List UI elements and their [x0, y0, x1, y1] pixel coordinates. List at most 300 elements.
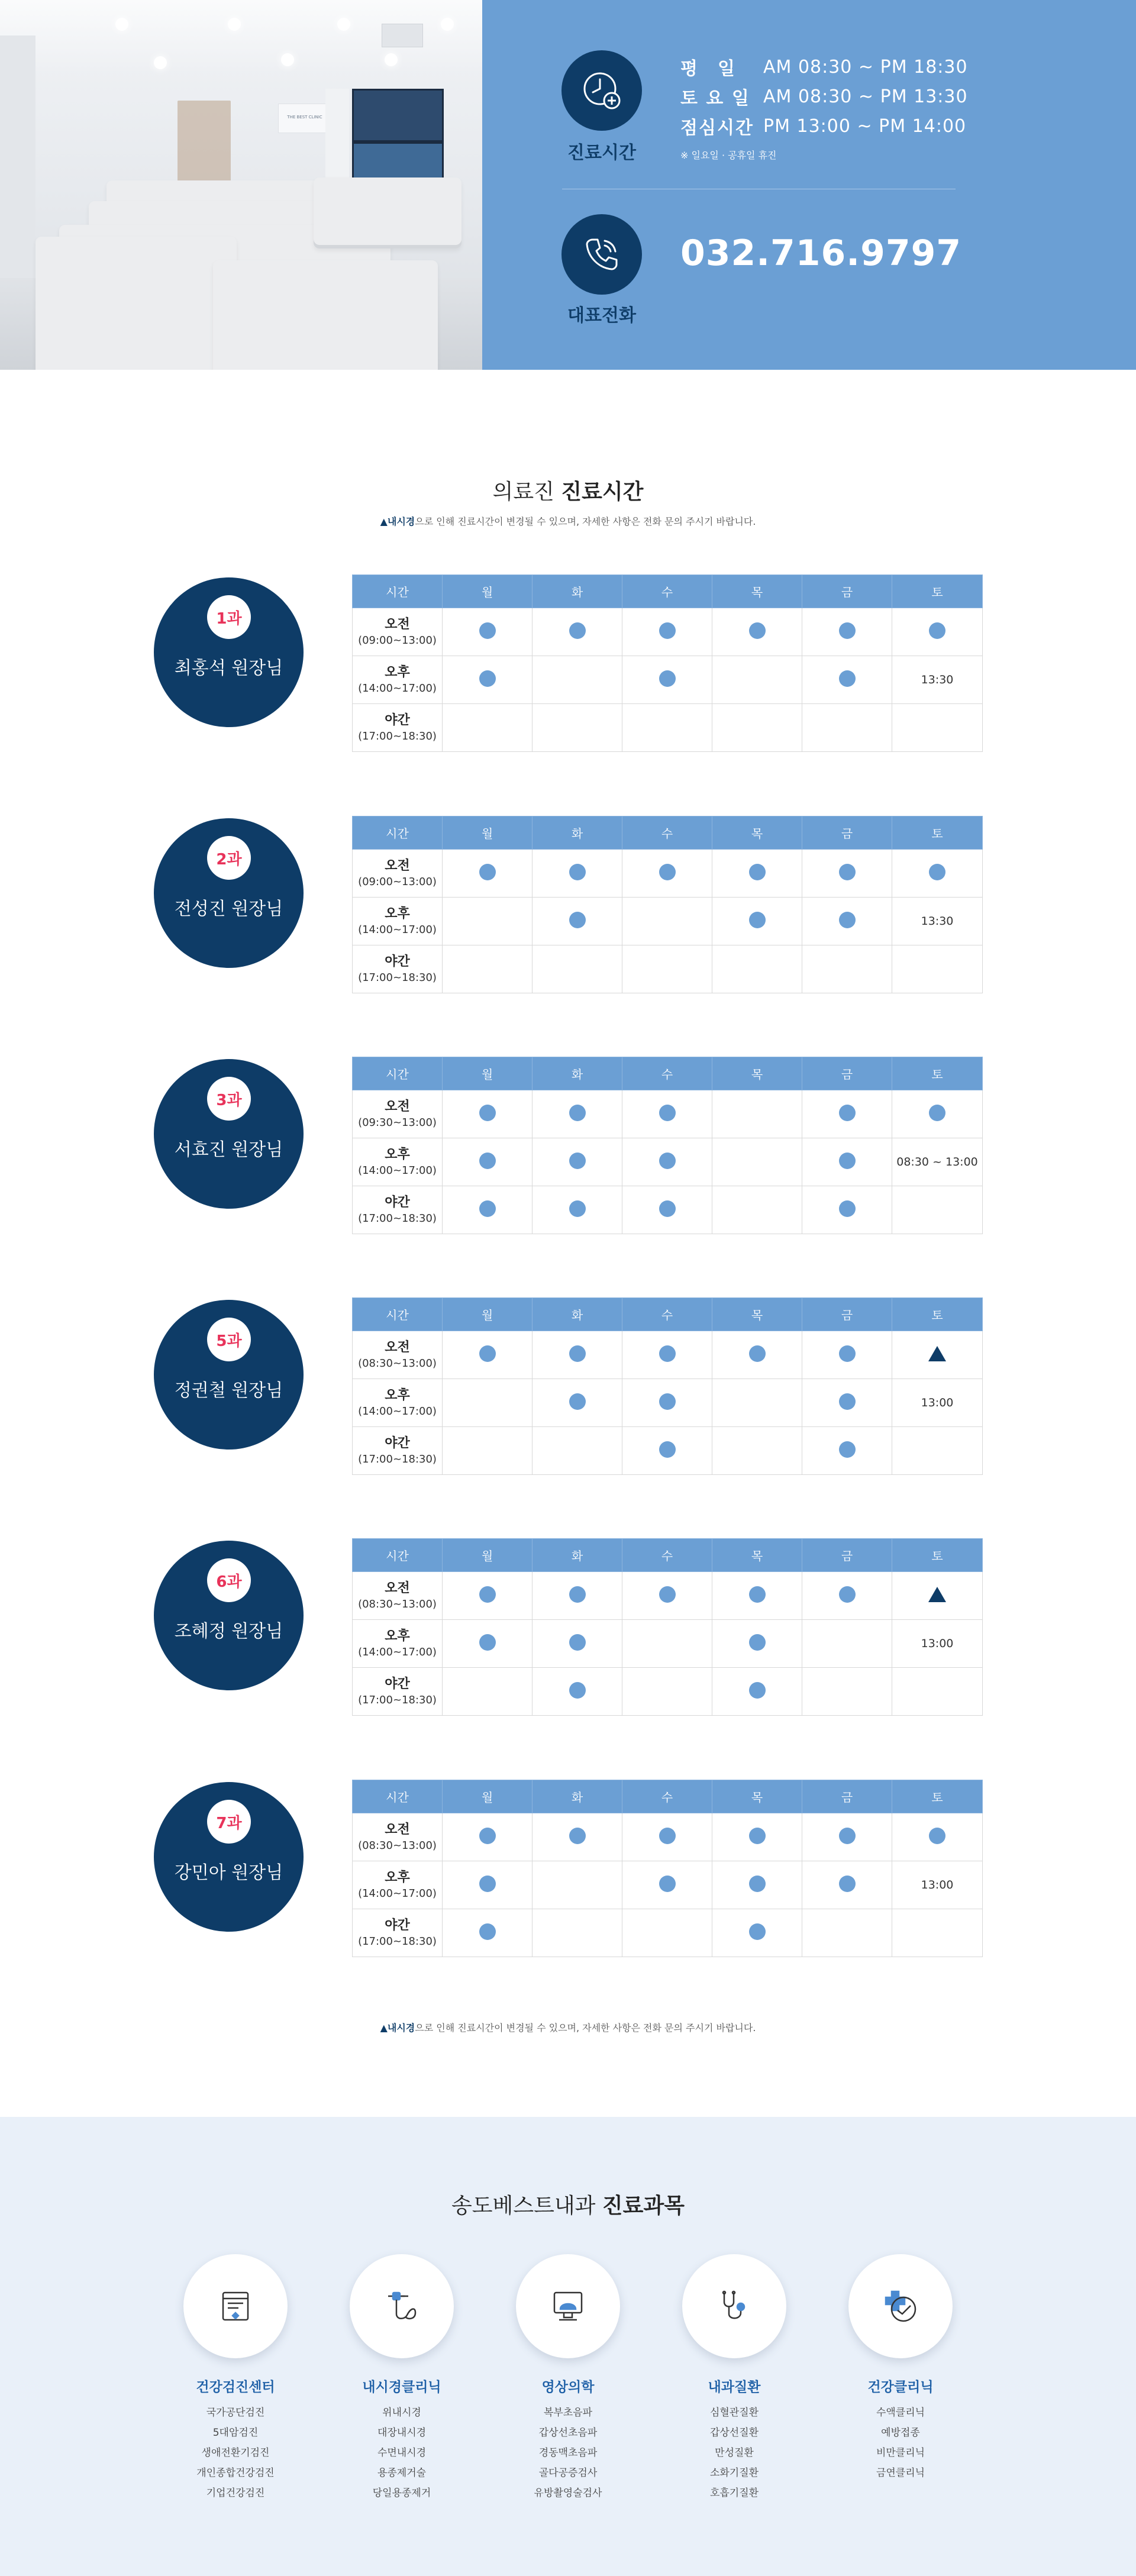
- available-dot-icon: [569, 622, 586, 639]
- schedule-row: [353, 656, 983, 704]
- schedule-cell: [802, 898, 892, 945]
- available-dot-icon: [929, 622, 945, 639]
- available-dot-icon: [659, 1441, 676, 1458]
- doctor-badge: [154, 1782, 304, 1932]
- schedule-cell-empty: [443, 1379, 532, 1427]
- schedule-cell: [443, 1909, 532, 1957]
- service-item: 골다공증검사: [538, 2467, 598, 2479]
- period-time: (08:30~13:00): [358, 1597, 437, 1610]
- schedule-header-cell: 월: [443, 816, 532, 850]
- schedule-cell: [712, 1620, 802, 1668]
- available-dot-icon: [749, 1586, 766, 1603]
- schedule-table: [352, 1057, 983, 1234]
- schedule-header-cell: 시간: [353, 1298, 443, 1331]
- available-dot-icon: [569, 864, 586, 880]
- schedule-header-cell: 수: [622, 816, 712, 850]
- schedule-cell: [443, 1186, 532, 1234]
- period-cell: [353, 898, 443, 945]
- period-cell: [353, 608, 443, 656]
- schedule-header-cell: 화: [532, 1780, 622, 1813]
- schedule-header-cell: 시간: [353, 1057, 443, 1090]
- schedule-cell-empty: [712, 1090, 802, 1138]
- schedule-cell: [802, 1090, 892, 1138]
- period-cell: [353, 1572, 443, 1620]
- phone-number[interactable]: 032.716.9797: [680, 233, 962, 274]
- schedule-row: [353, 1427, 983, 1475]
- schedule-header-cell: 목: [712, 1057, 802, 1090]
- schedule-row: [353, 608, 983, 656]
- period-cell: [353, 704, 443, 752]
- schedule-row: [353, 1379, 983, 1427]
- departments-title: 송도베스트내과 진료과목: [451, 2194, 685, 2218]
- schedule-header-cell: 토: [892, 575, 983, 608]
- period-name: 오후: [385, 1388, 410, 1403]
- schedule-cell: [443, 1138, 532, 1186]
- schedule-row: [353, 1186, 983, 1234]
- schedule-header-cell: 수: [622, 1780, 712, 1813]
- schedule-cell-empty: [622, 945, 712, 993]
- period-cell: [353, 1813, 443, 1861]
- period-time: (14:00~17:00): [358, 1887, 437, 1900]
- schedule-row: [353, 1138, 983, 1186]
- schedule-header-cell: 금: [802, 1057, 892, 1090]
- schedule-cell-empty: [443, 1427, 532, 1475]
- schedule-header-cell: 화: [532, 1057, 622, 1090]
- available-dot-icon: [479, 1828, 496, 1844]
- schedule-header-cell: 월: [443, 1057, 532, 1090]
- doctor-name: 최홍석 원장님: [174, 658, 283, 679]
- schedule-row: [353, 1813, 983, 1861]
- period-cell: [353, 1668, 443, 1716]
- schedule-cell: [532, 1090, 622, 1138]
- schedule-cell: [712, 1572, 802, 1620]
- schedule-cell: [622, 1572, 712, 1620]
- period-name: 오전: [385, 858, 410, 873]
- period-time: (17:00~18:30): [358, 1935, 437, 1948]
- doctor-badge: [154, 818, 304, 968]
- ultrasound-monitor-icon: [516, 2254, 620, 2358]
- schedule-cell: [622, 1813, 712, 1861]
- schedule-cell: [532, 1379, 622, 1427]
- service-item: 호흡기질환: [709, 2487, 759, 2499]
- period-time: (09:30~13:00): [358, 1116, 437, 1129]
- department-number: 5과: [207, 1318, 251, 1361]
- schedule-cell: [802, 1572, 892, 1620]
- schedule-cell: [712, 850, 802, 898]
- schedule-row: [353, 1572, 983, 1620]
- schedule-cell-empty: [802, 945, 892, 993]
- period-cell: [353, 1331, 443, 1379]
- schedule-cell: [802, 1138, 892, 1186]
- service-item: 금연클리닉: [876, 2467, 925, 2479]
- period-cell: [353, 1138, 443, 1186]
- service-item: 대장내시경: [377, 2427, 427, 2439]
- phone-caption: 대표전화: [567, 305, 636, 326]
- doctor-badge: [154, 1300, 304, 1450]
- schedule-header-cell: 화: [532, 1298, 622, 1331]
- schedule-cell-empty: [712, 704, 802, 752]
- period-name: 오전: [385, 1099, 410, 1114]
- doctor-name: 전성진 원장님: [174, 899, 283, 919]
- period-name: 야간: [385, 1436, 410, 1451]
- hours-label: 토 요 일: [680, 88, 750, 109]
- available-dot-icon: [749, 1345, 766, 1362]
- available-dot-icon: [659, 622, 676, 639]
- available-dot-icon: [479, 1923, 496, 1940]
- period-time: (17:00~18:30): [358, 729, 437, 743]
- endoscopy-triangle-icon: [928, 1587, 946, 1602]
- available-dot-icon: [749, 1828, 766, 1844]
- schedule-cell-empty: [532, 656, 622, 704]
- available-dot-icon: [479, 1153, 496, 1169]
- period-name: 야간: [385, 954, 410, 969]
- period-name: 오후: [385, 1629, 410, 1644]
- department-number: 6과: [207, 1558, 251, 1602]
- schedule-header-cell: 토: [892, 1298, 983, 1331]
- schedule-header-row: [353, 1298, 983, 1331]
- period-cell: [353, 1186, 443, 1234]
- phone-icon: [561, 214, 642, 295]
- available-dot-icon: [929, 1105, 945, 1121]
- schedule-cell-empty: [802, 1668, 892, 1716]
- service-item: 복부초음파: [543, 2407, 593, 2419]
- schedule-cell: 13:30: [892, 656, 983, 704]
- available-dot-icon: [659, 1105, 676, 1121]
- available-dot-icon: [569, 1105, 586, 1121]
- schedule-header-cell: 시간: [353, 816, 443, 850]
- schedule-header-cell: 월: [443, 1780, 532, 1813]
- clinic-sign: THE BEST CLINIC: [278, 104, 331, 133]
- schedule-cell-empty: [443, 1668, 532, 1716]
- schedule-cell-empty: [712, 656, 802, 704]
- schedule-cell-empty: [892, 704, 983, 752]
- schedule-cell: [622, 1090, 712, 1138]
- schedule-header-cell: 시간: [353, 575, 443, 608]
- department-card[interactable]: [681, 2254, 788, 2503]
- service-item: 예방접종: [881, 2427, 920, 2439]
- period-name: 오후: [385, 665, 410, 680]
- department-services: [515, 2403, 621, 2503]
- schedule-cell: [802, 1186, 892, 1234]
- schedule-cell: [712, 1331, 802, 1379]
- schedule-cell: [443, 1620, 532, 1668]
- health-cross-icon: [848, 2254, 953, 2358]
- schedule-cell: [892, 1331, 983, 1379]
- schedule-header-cell: 수: [622, 1298, 712, 1331]
- available-dot-icon: [839, 912, 856, 928]
- schedule-cell: [802, 1379, 892, 1427]
- available-dot-icon: [839, 622, 856, 639]
- schedule-cell: [532, 1186, 622, 1234]
- period-time: (14:00~17:00): [358, 1164, 437, 1177]
- department-services: [348, 2403, 455, 2503]
- available-dot-icon: [659, 1875, 676, 1892]
- schedule-header-row: [353, 1539, 983, 1572]
- schedule-cell-empty: [443, 704, 532, 752]
- department-card[interactable]: [847, 2254, 954, 2483]
- period-name: 오후: [385, 1147, 410, 1162]
- service-item: 개인종합건강검진: [196, 2467, 275, 2479]
- schedule-cell: [443, 656, 532, 704]
- available-dot-icon: [839, 1875, 856, 1892]
- schedule-cell: [712, 1813, 802, 1861]
- schedule-header-cell: 목: [712, 1780, 802, 1813]
- schedule-cell: 13:00: [892, 1379, 983, 1427]
- available-dot-icon: [479, 1634, 496, 1651]
- schedule-cell: 13:30: [892, 898, 983, 945]
- schedule-cell-empty: [802, 1909, 892, 1957]
- available-dot-icon: [569, 1682, 586, 1699]
- hours-label: 점심시간: [680, 118, 754, 138]
- schedule-header-cell: 수: [622, 1539, 712, 1572]
- schedule-cell-empty: [712, 1186, 802, 1234]
- schedule-header-cell: 목: [712, 575, 802, 608]
- schedule-table: [352, 1538, 983, 1716]
- schedule-header-cell: 토: [892, 1780, 983, 1813]
- schedule-row: [353, 1668, 983, 1716]
- schedule-cell: [443, 608, 532, 656]
- available-dot-icon: [479, 1200, 496, 1217]
- service-item: 수면내시경: [377, 2447, 427, 2459]
- schedule-header-cell: 시간: [353, 1539, 443, 1572]
- schedule-cell-empty: [532, 704, 622, 752]
- department-card[interactable]: [182, 2254, 289, 2503]
- period-name: 야간: [385, 1677, 410, 1691]
- service-item: 만성질환: [715, 2447, 754, 2459]
- period-time: (17:00~18:30): [358, 971, 437, 984]
- department-services: [847, 2403, 954, 2483]
- schedule-cell-empty: [892, 1427, 983, 1475]
- period-time: (08:30~13:00): [358, 1357, 437, 1370]
- schedule-header-row: [353, 575, 983, 608]
- schedule-cell: [622, 1861, 712, 1909]
- schedule-cell-empty: [622, 1909, 712, 1957]
- schedule-cell-empty: [443, 945, 532, 993]
- endoscope-icon: [350, 2254, 454, 2358]
- schedule-header-row: [353, 816, 983, 850]
- schedule-header-cell: 금: [802, 1539, 892, 1572]
- doctor-badge: [154, 1541, 304, 1690]
- clinic-waiting-room-photo: [0, 0, 482, 370]
- schedule-cell: [622, 656, 712, 704]
- department-number: 2과: [207, 836, 251, 880]
- schedule-cell: [443, 1331, 532, 1379]
- department-number: 7과: [207, 1800, 251, 1844]
- department-number: 3과: [207, 1077, 251, 1121]
- period-time: (09:00~13:00): [358, 875, 437, 888]
- stethoscope-icon: [682, 2254, 786, 2358]
- schedule-title: 의료진 진료시간: [492, 480, 644, 504]
- available-dot-icon: [839, 1200, 856, 1217]
- available-dot-icon: [659, 1393, 676, 1410]
- schedule-cell: [712, 1668, 802, 1716]
- available-dot-icon: [569, 1153, 586, 1169]
- available-dot-icon: [479, 1586, 496, 1603]
- schedule-cell: [622, 608, 712, 656]
- schedule-header-cell: 토: [892, 1539, 983, 1572]
- schedule-row: [353, 1090, 983, 1138]
- service-item: 기업건강검진: [206, 2487, 265, 2499]
- schedule-row: [353, 898, 983, 945]
- schedule-cell: [712, 1861, 802, 1909]
- hours-value: AM 08:30 ~ PM 18:30: [763, 56, 968, 78]
- schedule-cell: [443, 1090, 532, 1138]
- department-title: 영상의학: [541, 2380, 595, 2395]
- available-dot-icon: [659, 864, 676, 880]
- department-title: 내시경클리닉: [362, 2380, 441, 2395]
- department-services: [681, 2403, 788, 2503]
- hours-label: 평 일: [680, 59, 736, 79]
- available-dot-icon: [839, 1153, 856, 1169]
- period-time: (14:00~17:00): [358, 682, 437, 695]
- period-time: (08:30~13:00): [358, 1839, 437, 1852]
- schedule-header-cell: 월: [443, 1298, 532, 1331]
- period-cell: [353, 945, 443, 993]
- available-dot-icon: [569, 1393, 586, 1410]
- schedule-cell: [712, 608, 802, 656]
- schedule-row: [353, 704, 983, 752]
- schedule-row: [353, 1861, 983, 1909]
- schedule-cell: [892, 1813, 983, 1861]
- schedule-cell-empty: [622, 1668, 712, 1716]
- schedule-row: [353, 945, 983, 993]
- schedule-cell-empty: [712, 1427, 802, 1475]
- available-dot-icon: [749, 1682, 766, 1699]
- service-item: 소화기질환: [709, 2467, 759, 2479]
- clinic-hours-caption: 진료시간: [567, 143, 636, 163]
- schedule-cell: [622, 1186, 712, 1234]
- hours-row-lunch: [680, 111, 968, 141]
- period-time: (14:00~17:00): [358, 1645, 437, 1658]
- schedule-cell: [622, 1379, 712, 1427]
- period-cell: [353, 1379, 443, 1427]
- period-name: 오후: [385, 1870, 410, 1885]
- schedule-cell-empty: [802, 1620, 892, 1668]
- service-item: 당일용종제거: [372, 2487, 431, 2499]
- schedule-row: [353, 1331, 983, 1379]
- schedule-cell: [532, 1813, 622, 1861]
- schedule-cell-empty: [802, 704, 892, 752]
- service-item: 비만클리닉: [876, 2447, 925, 2459]
- hours-value: PM 13:00 ~ PM 14:00: [763, 115, 967, 137]
- schedule-header-row: [353, 1780, 983, 1813]
- service-item: 5대암검진: [212, 2427, 259, 2439]
- schedule-table: [352, 1780, 983, 1957]
- schedule-cell: [892, 850, 983, 898]
- available-dot-icon: [479, 1105, 496, 1121]
- schedule-header-cell: 목: [712, 1539, 802, 1572]
- available-dot-icon: [659, 1345, 676, 1362]
- schedule-header-cell: 금: [802, 816, 892, 850]
- schedule-cell-empty: [443, 898, 532, 945]
- schedule-row: [353, 1909, 983, 1957]
- available-dot-icon: [839, 864, 856, 880]
- schedule-header-row: [353, 1057, 983, 1090]
- schedule-row: [353, 1620, 983, 1668]
- schedule-cell: [532, 1668, 622, 1716]
- schedule-cell-empty: [712, 945, 802, 993]
- schedule-cell: [622, 1331, 712, 1379]
- available-dot-icon: [839, 1441, 856, 1458]
- available-dot-icon: [659, 1153, 676, 1169]
- schedule-cell-empty: [532, 945, 622, 993]
- schedule-cell: [802, 1331, 892, 1379]
- schedule-cell: 13:00: [892, 1620, 983, 1668]
- available-dot-icon: [749, 864, 766, 880]
- department-title: 내과질환: [708, 2380, 761, 2395]
- hours-row-saturday: [680, 82, 968, 111]
- schedule-header-cell: 토: [892, 1057, 983, 1090]
- schedule-cell: [802, 608, 892, 656]
- period-cell: [353, 850, 443, 898]
- schedule-header-cell: 수: [622, 1057, 712, 1090]
- schedule-header-cell: 금: [802, 1780, 892, 1813]
- endoscopy-notice-top: ▲내시경으로 인해 진료시간이 변경될 수 있으며, 자세한 사항은 전화 문의 주시기 바랍니다.: [380, 516, 756, 527]
- available-dot-icon: [479, 670, 496, 687]
- schedule-cell: [532, 608, 622, 656]
- schedule-table: [352, 1297, 983, 1475]
- department-card[interactable]: [348, 2254, 455, 2503]
- period-name: 오전: [385, 1822, 410, 1837]
- period-name: 오후: [385, 906, 410, 921]
- schedule-table: [352, 574, 983, 752]
- available-dot-icon: [839, 1345, 856, 1362]
- available-dot-icon: [749, 622, 766, 639]
- schedule-cell: [443, 850, 532, 898]
- available-dot-icon: [839, 670, 856, 687]
- available-dot-icon: [839, 1105, 856, 1121]
- schedule-cell: [802, 1427, 892, 1475]
- schedule-header-cell: 금: [802, 1298, 892, 1331]
- available-dot-icon: [839, 1586, 856, 1603]
- schedule-header-cell: 화: [532, 1539, 622, 1572]
- department-number: 1과: [207, 595, 251, 639]
- available-dot-icon: [659, 1200, 676, 1217]
- schedule-cell: [532, 1620, 622, 1668]
- schedule-header-cell: 시간: [353, 1780, 443, 1813]
- service-item: 수액클리닉: [876, 2407, 925, 2419]
- holiday-note: ※ 일요일 · 공휴일 휴진: [680, 150, 777, 161]
- schedule-header-cell: 화: [532, 575, 622, 608]
- schedule-cell: [622, 850, 712, 898]
- period-name: 야간: [385, 713, 410, 728]
- schedule-cell: [532, 1138, 622, 1186]
- period-cell: [353, 1861, 443, 1909]
- schedule-cell: [622, 1138, 712, 1186]
- schedule-cell: [443, 1572, 532, 1620]
- doctor-name: 정권철 원장님: [174, 1380, 283, 1401]
- available-dot-icon: [479, 864, 496, 880]
- period-name: 오전: [385, 1581, 410, 1596]
- schedule-cell: [712, 1909, 802, 1957]
- schedule-cell-empty: [532, 1427, 622, 1475]
- schedule-cell: [443, 1861, 532, 1909]
- schedule-cell: [443, 1813, 532, 1861]
- clock-plus-icon: [561, 50, 642, 131]
- doctor-name: 서효진 원장님: [174, 1139, 283, 1160]
- available-dot-icon: [479, 1875, 496, 1892]
- available-dot-icon: [569, 912, 586, 928]
- schedule-cell: [532, 850, 622, 898]
- doctor-badge: [154, 1059, 304, 1209]
- schedule-cell-empty: [532, 1909, 622, 1957]
- period-cell: [353, 1090, 443, 1138]
- service-item: 유방촬영술검사: [534, 2487, 602, 2499]
- period-name: 오전: [385, 1340, 410, 1355]
- department-title: 건강클리닉: [867, 2380, 934, 2395]
- department-card[interactable]: [515, 2254, 621, 2503]
- schedule-cell-empty: [622, 704, 712, 752]
